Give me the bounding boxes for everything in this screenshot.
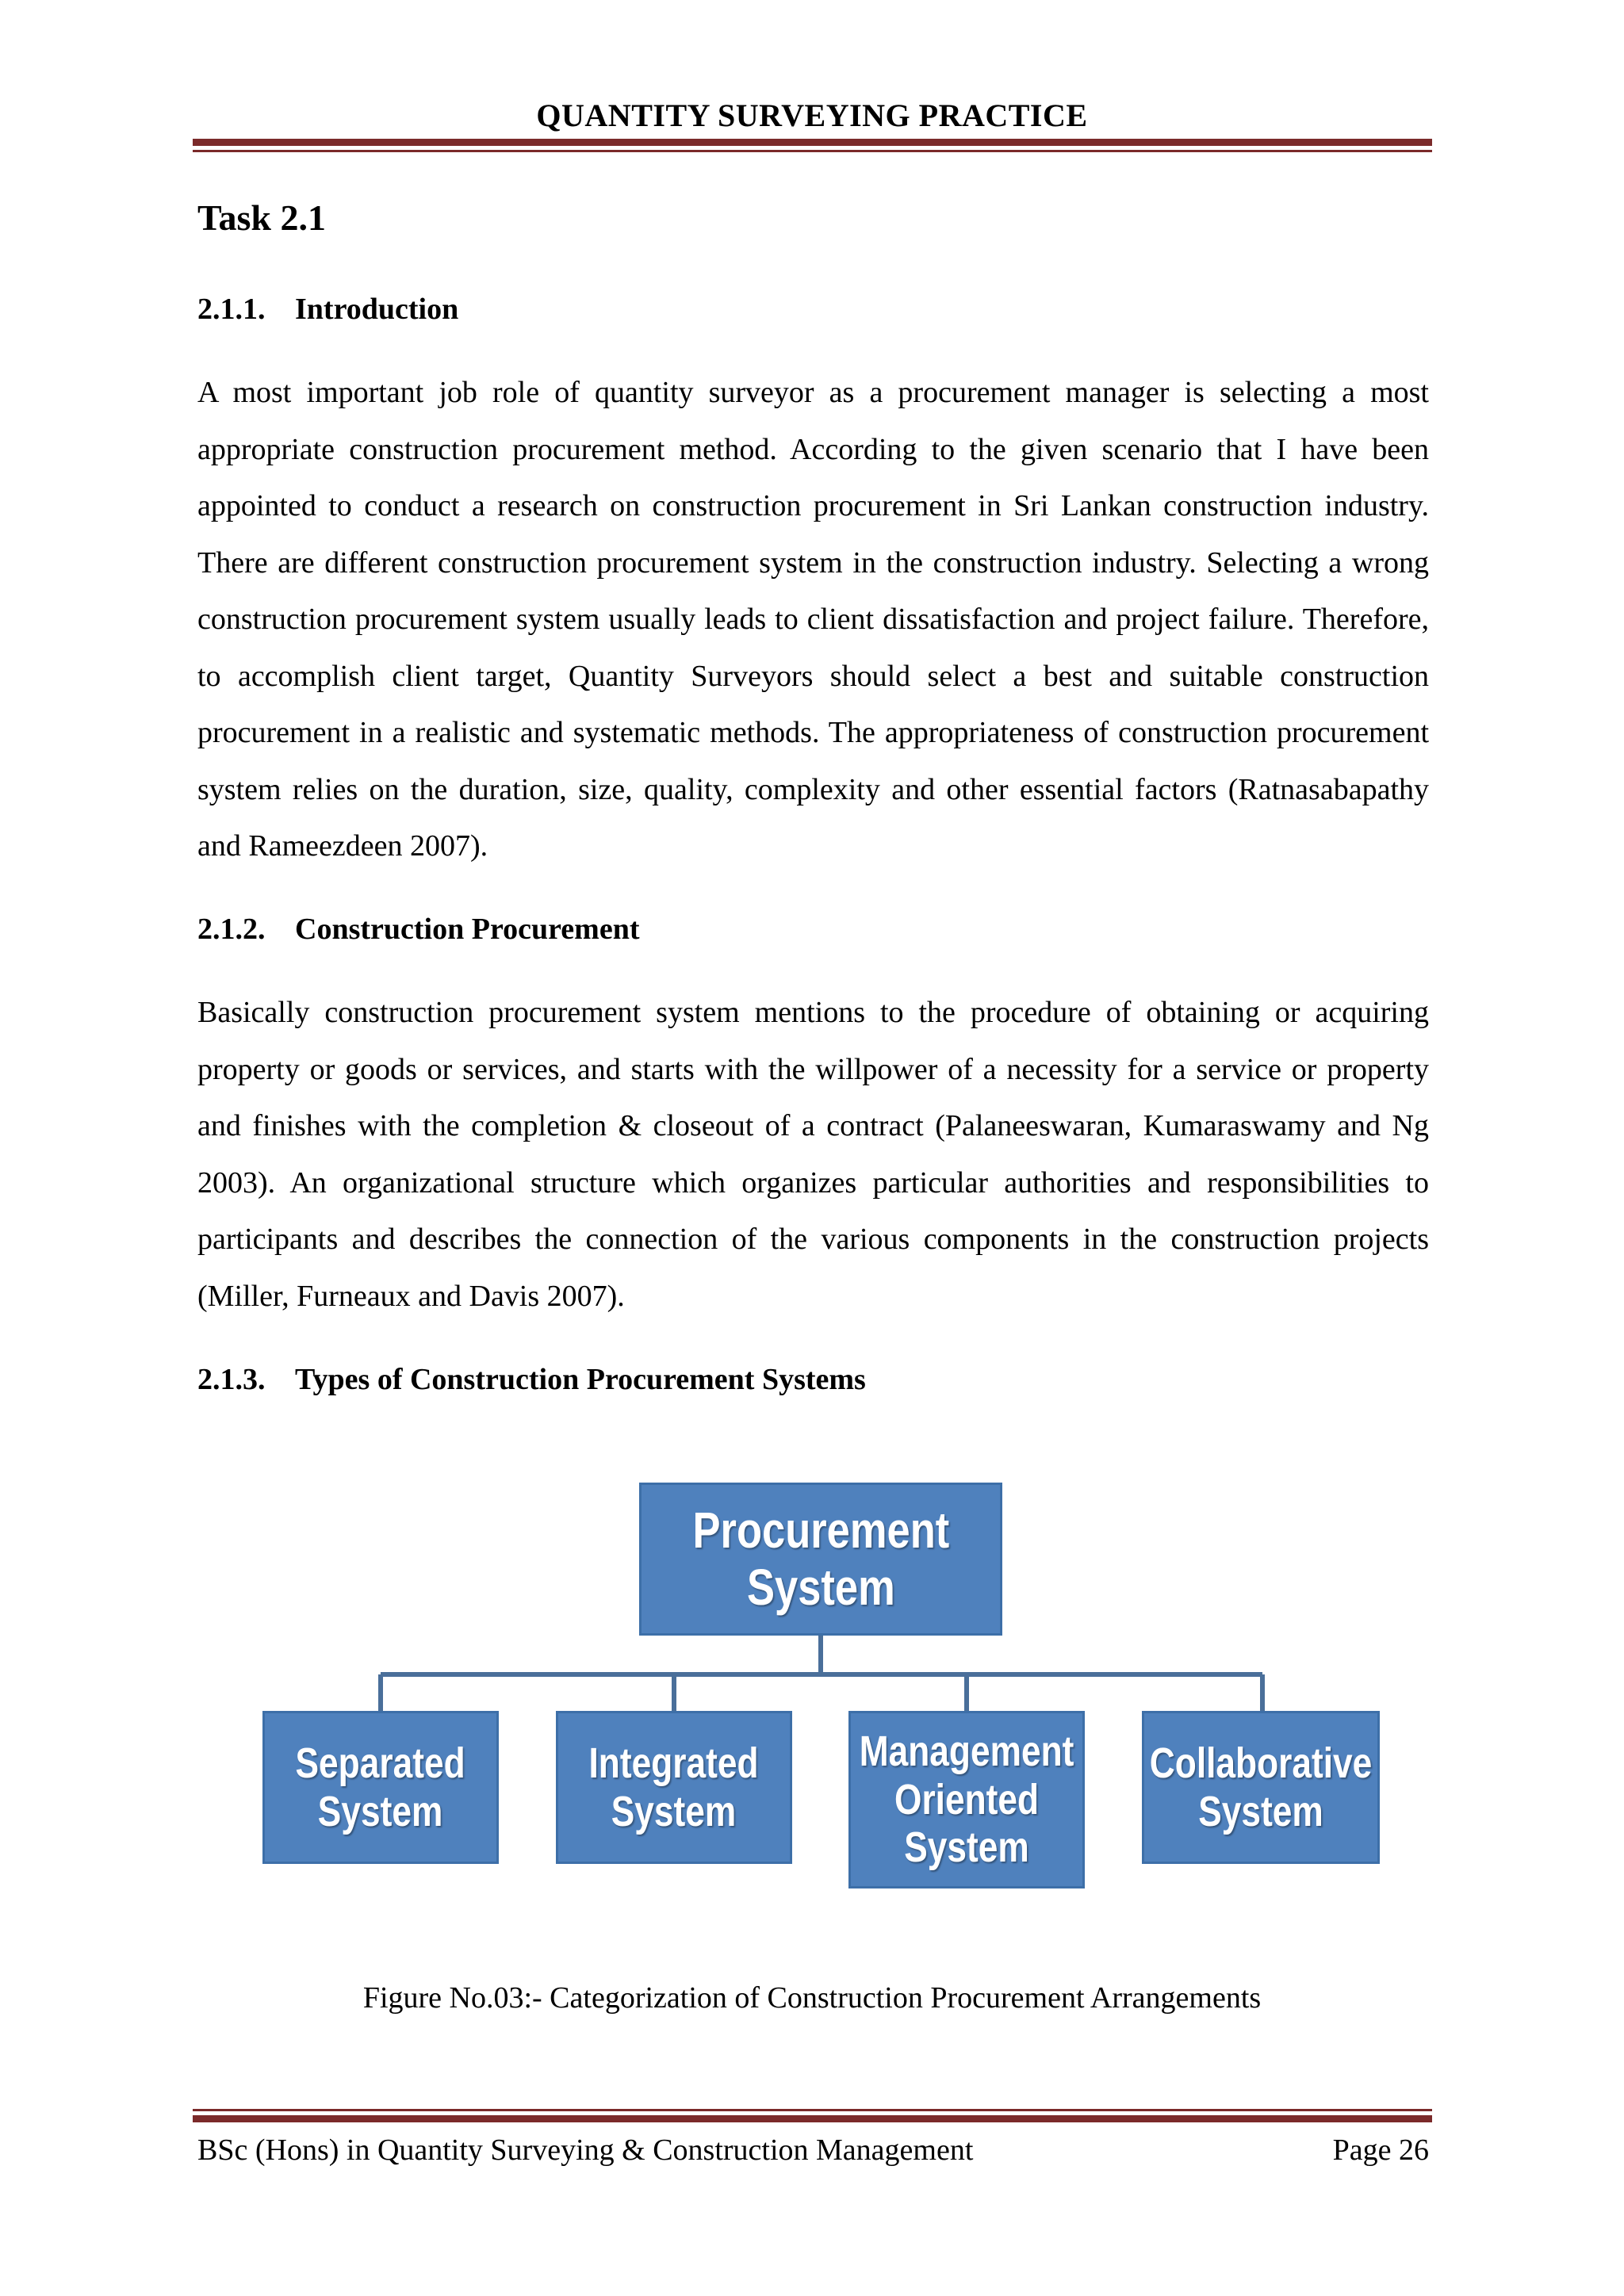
separated-system-label: Separated System <box>295 1739 466 1835</box>
section-title: Introduction <box>295 293 459 326</box>
collaborative-system-box <box>1142 1711 1380 1864</box>
page-number: Page 26 <box>1332 2133 1429 2167</box>
section-heading-types <box>197 1362 866 1397</box>
collaborative-system-label: Collaborative System <box>1149 1739 1373 1835</box>
separated-system-box <box>262 1711 499 1864</box>
section-number: 2.1.3. <box>197 1363 266 1396</box>
section-title: Types of Construction Procurement Systems <box>295 1363 866 1396</box>
header-rule-thin <box>193 150 1432 152</box>
introduction-paragraph: A most important job role of quantity surveyor as a procurement manager is selecting a most appropriate construction procurement method. According to the given scenario that I have been appointed to conduct a research on construction procurement in Sri Lankan construction industry. There are different construction procurement system in the construction industry. Selecting a wrong construction procurement system usually leads to client dissatisfaction and project failure. Therefore, to accomplish client target, Quantity Surveyors should select a best and suitable construction procurement in a realistic and systematic methods. The appropriateness of construction procurement system relies on the duration, size, quality, complexity and other essential factors (Ratnasabapathy and Rameezdeen 2007). <box>197 376 1429 863</box>
management-oriented-system-box <box>848 1711 1085 1888</box>
header-title: QUANTITY SURVEYING PRACTICE <box>536 98 1088 133</box>
footer-rule-thin <box>193 2109 1432 2111</box>
section-heading-introduction <box>197 292 458 327</box>
task-title: Task 2.1 <box>197 197 326 238</box>
footer-course: BSc (Hons) in Quantity Surveying & Construction Management <box>197 2133 974 2167</box>
procurement-system-label: Procurement System <box>692 1501 949 1616</box>
header-rule <box>193 139 1432 146</box>
section-number: 2.1.1. <box>197 293 266 326</box>
section-heading-construction-procurement <box>197 912 639 947</box>
integrated-system-label: Integrated System <box>588 1739 760 1835</box>
section-title: Construction Procurement <box>295 913 640 946</box>
management-oriented-system-label: Management Oriented System <box>859 1728 1074 1872</box>
integrated-system-box <box>556 1711 792 1864</box>
figure-caption: Figure No.03:- Categorization of Construction Procurement Arrangements <box>362 1981 1262 2015</box>
footer-rule <box>193 2115 1432 2122</box>
construction-procurement-paragraph: Basically construction procurement system mentions to the procedure of obtaining or acquiring property or goods or services, and starts with the willpower of a necessity for a service or property and finishes with the completion & closeout of a contract (Palaneeswaran, Kumaraswamy and Ng 2003). An organizational structure which organizes particular authorities and responsibilities to participants and describes the connection of the various components in the construction projects (Miller, Furneaux and Davis 2007). <box>197 996 1429 1313</box>
procurement-system-box <box>639 1483 1002 1636</box>
section-number: 2.1.2. <box>197 913 266 946</box>
